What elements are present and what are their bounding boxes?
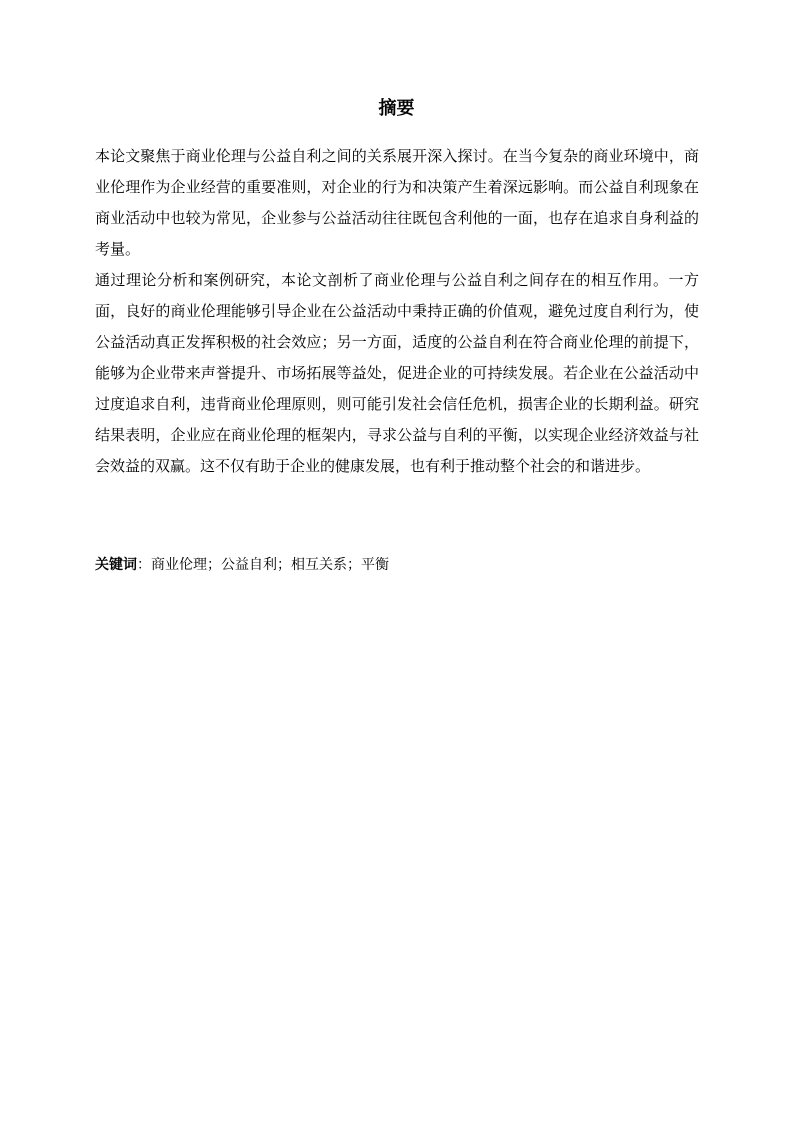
keywords-separator: ：: [137, 557, 151, 573]
keywords-value: 商业伦理；公益自利；相互关系；平衡: [151, 557, 389, 573]
abstract-paragraph-2: 通过理论分析和案例研究，本论文剖析了商业伦理与公益自利之间存在的相互作用。一方面，良好的商业伦理能够引导企业在公益活动中秉持正确的价值观，避免过度自利行为，使公益活动真正发挥积极的社会效应；另一方面，适度的公益自利在符合商业伦理的前提下，能够为企业带来声誉提升、市场拓展等益处，促进企业的可持续发展。若企业在公益活动中过度追求自利，违背商业伦理原则，则可能引发社会信任危机，损害企业的长期利益。研究结果表明，企业应在商业伦理的框架内，寻求公益与自利的平衡，以实现企业经济效益与社会效益的双赢。这不仅有助于企业的健康发展，也有利于推动整个社会的和谐进步。: [95, 271, 699, 475]
keywords-label: 关键词: [95, 557, 137, 573]
keywords-line: [95, 551, 699, 579]
page-title: 摘要: [378, 98, 415, 119]
abstract-body: [95, 141, 699, 482]
abstract-paragraph-1: 本论文聚焦于商业伦理与公益自利之间的关系展开深入探讨。在当今复杂的商业环境中，商业伦理作为企业经营的重要准则，对企业的行为和决策产生着深远影响。而公益自利现象在商业活动中也较为常见，企业参与公益活动往往既包含利他的一面，也存在追求自身利益的考量。: [95, 147, 699, 258]
